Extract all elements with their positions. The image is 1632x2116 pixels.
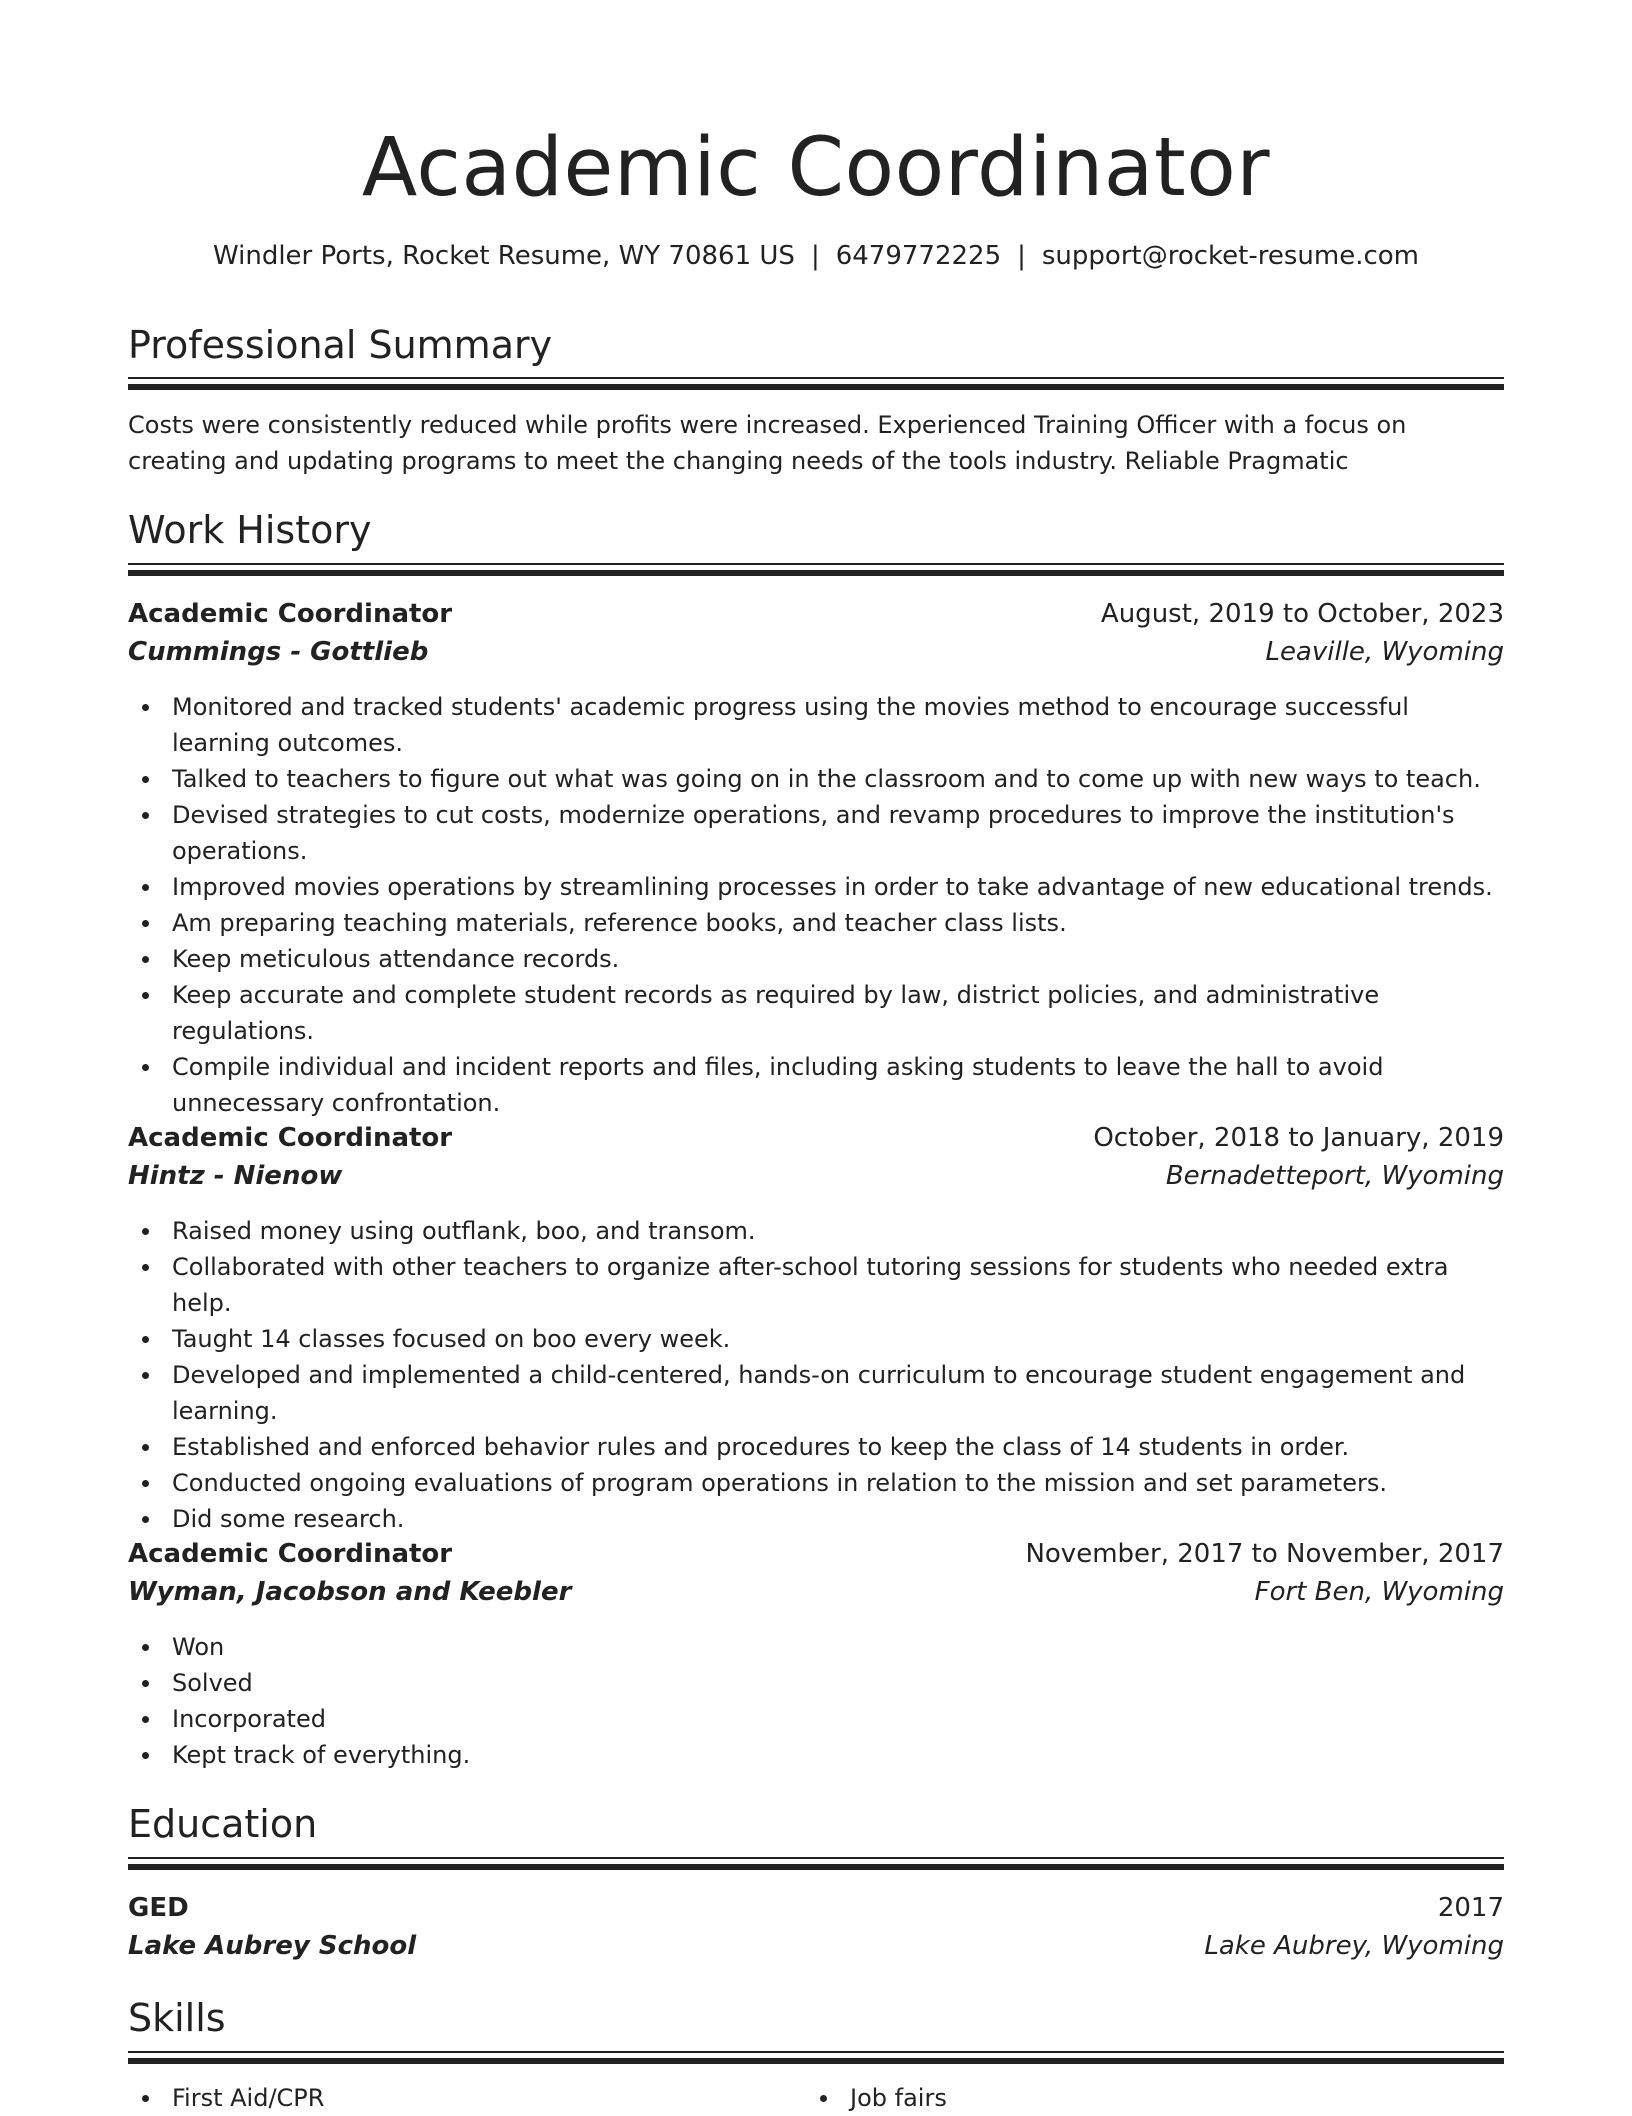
education-location: Lake Aubrey, Wyoming	[1204, 1931, 1504, 1961]
section-title-summary: Professional Summary	[128, 323, 553, 367]
list-item: Am preparing teaching materials, reference books, and teacher class lists.	[172, 905, 1504, 941]
contact-email: support@rocket-resume.com	[1041, 241, 1419, 271]
section-title-education: Education	[128, 1802, 318, 1846]
list-item: Won	[172, 1629, 1504, 1665]
skill-item: Job fairs	[806, 2080, 947, 2116]
job-bullets	[128, 1629, 1504, 1773]
section-divider	[128, 377, 1504, 379]
job-header	[128, 596, 1504, 632]
list-item: Developed and implemented a child-centered, hands-on curriculum to encourage student engagement and learning.	[172, 1357, 1504, 1429]
job-company: Wyman, Jacobson and Keebler	[128, 1577, 572, 1607]
job-dates: August, 2019 to October, 2023	[1100, 599, 1504, 629]
job-company: Cummings - Gottlieb	[128, 637, 429, 667]
summary-text: Costs were consistently reduced while profits were increased. Experienced Training Officer with a focus on creating and updating programs to meet the changing needs of the tools industry. Reliable Pragmatic	[128, 411, 1407, 475]
contact-separator: |	[1017, 241, 1026, 271]
education-subheader	[128, 1928, 1504, 1964]
list-item: Taught 14 classes focused on boo every week.	[172, 1321, 1504, 1357]
job-location: Bernadetteport, Wyoming	[1165, 1161, 1504, 1191]
job-subheader	[128, 1574, 1504, 1610]
candidate-name: Academic Coordinator	[361, 121, 1271, 215]
list-item: Raised money using outflank, boo, and transom.	[172, 1213, 1504, 1249]
job-role: Academic Coordinator	[128, 599, 453, 629]
contact-phone: 6479772225	[835, 241, 1002, 271]
job-role: Academic Coordinator	[128, 1123, 453, 1153]
list-item: Established and enforced behavior rules and procedures to keep the class of 14 students in order.	[172, 1429, 1504, 1465]
contact-address: Windler Ports, Rocket Resume, WY 70861 US	[212, 241, 795, 271]
skill-item: First Aid/CPR	[128, 2080, 324, 2116]
skills-list-left	[128, 2080, 324, 2116]
job-bullets	[128, 1213, 1504, 1537]
job-location: Fort Ben, Wyoming	[1254, 1577, 1504, 1607]
section-divider	[128, 2051, 1504, 2053]
list-item: Keep meticulous attendance records.	[172, 941, 1504, 977]
job-location: Leaville, Wyoming	[1265, 637, 1504, 667]
section-divider	[128, 570, 1504, 576]
contact-line	[128, 238, 1504, 274]
section-divider	[128, 2058, 1504, 2064]
list-item: Incorporated	[172, 1701, 1504, 1737]
job-header	[128, 1536, 1504, 1572]
section-title-skills: Skills	[128, 1996, 226, 2040]
list-item: Improved movies operations by streamlining processes in order to take advantage of new educational trends.	[172, 869, 1504, 905]
job-bullets	[128, 689, 1504, 1121]
list-item: Monitored and tracked students' academic progress using the movies method to encourage successful learning outcomes.	[172, 689, 1504, 761]
job-role: Academic Coordinator	[128, 1539, 453, 1569]
list-item: Solved	[172, 1665, 1504, 1701]
job-subheader	[128, 634, 1504, 670]
job-dates: October, 2018 to January, 2019	[1093, 1123, 1504, 1153]
skills-list-right	[806, 2080, 947, 2116]
section-divider	[128, 1857, 1504, 1859]
contact-separator: |	[810, 241, 820, 271]
list-item: Compile individual and incident reports and files, including asking students to leave the hall to avoid unnecessary confrontation.	[172, 1049, 1504, 1121]
section-divider	[128, 384, 1504, 390]
list-item: Collaborated with other teachers to organize after-school tutoring sessions for students who needed extra help.	[172, 1249, 1504, 1321]
section-divider	[128, 563, 1504, 565]
job-dates: November, 2017 to November, 2017	[1025, 1539, 1504, 1569]
list-item: Talked to teachers to figure out what was going on in the classroom and to come up with new ways to teach.	[172, 761, 1504, 797]
job-company: Hintz - Nienow	[128, 1161, 343, 1191]
job-subheader	[128, 1158, 1504, 1194]
section-title-work-history: Work History	[128, 508, 372, 552]
education-degree: GED	[128, 1893, 189, 1923]
education-header	[128, 1890, 1504, 1926]
list-item: Conducted ongoing evaluations of program operations in relation to the mission and set parameters.	[172, 1465, 1504, 1501]
list-item: Did some research.	[172, 1501, 1504, 1537]
education-year: 2017	[1437, 1893, 1504, 1923]
list-item: Kept track of everything.	[172, 1737, 1504, 1773]
job-header	[128, 1120, 1504, 1156]
list-item: Keep accurate and complete student records as required by law, district policies, and administrative regulations.	[172, 977, 1504, 1049]
list-item: Devised strategies to cut costs, modernize operations, and revamp procedures to improve the institution's operations.	[172, 797, 1504, 869]
education-school: Lake Aubrey School	[128, 1931, 417, 1961]
section-divider	[128, 1864, 1504, 1870]
